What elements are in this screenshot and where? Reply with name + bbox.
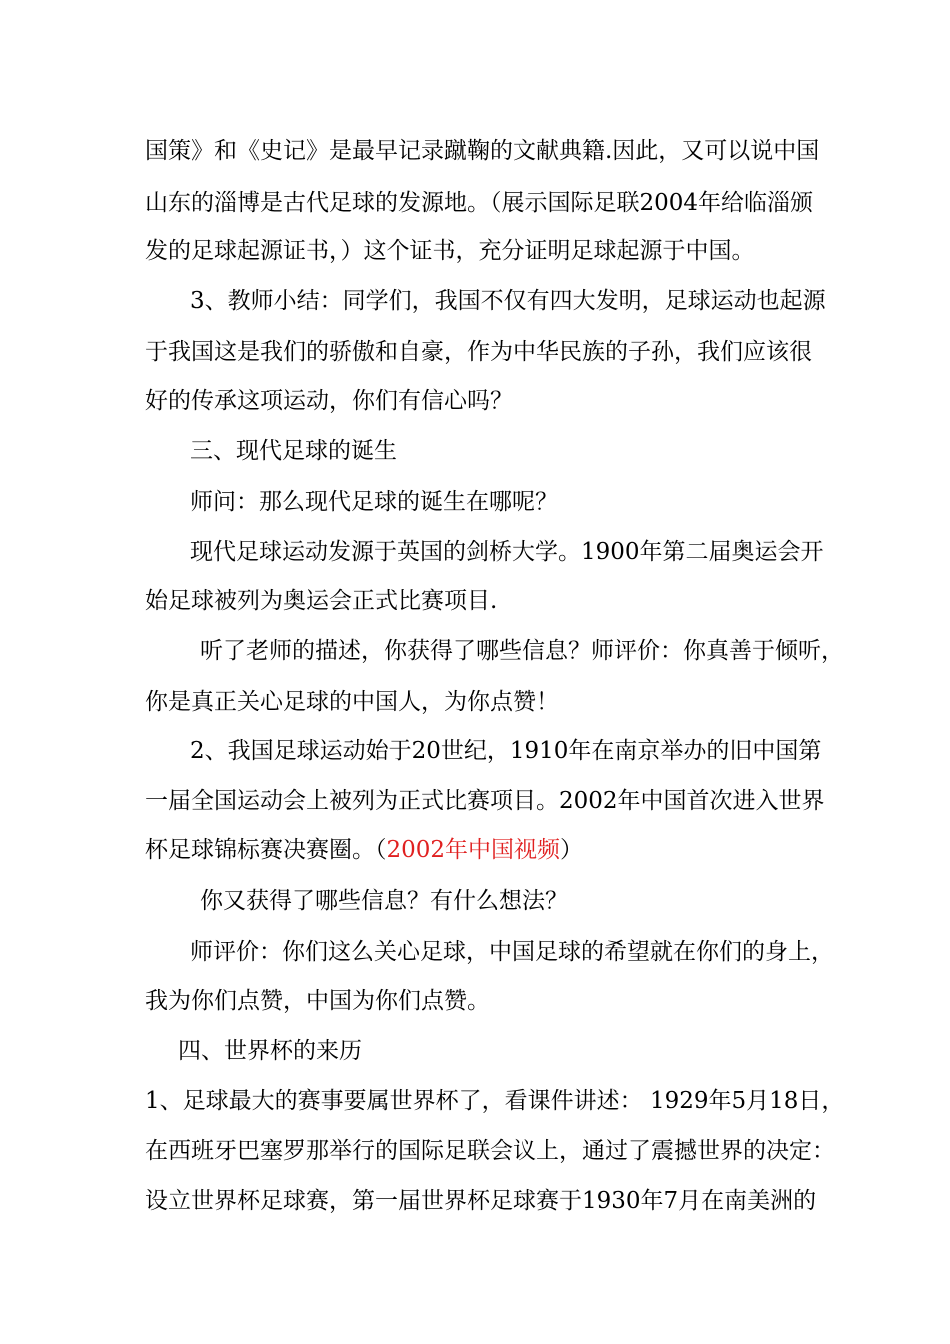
text-line: 发的足球起源证书，）这个证书，充分证明足球起源于中国。 <box>145 238 755 264</box>
text-segment: ） <box>560 837 584 863</box>
text-line: 国策》和《史记》是最早记录蹴鞠的文献典籍.因此，又可以说中国 <box>145 138 820 164</box>
text-line: 一届全国运动会上被列为正式比赛项目。2002年中国首次进入世界 <box>145 788 825 814</box>
text-line: 山东的淄博是古代足球的发源地。（展示国际足联2004年给临淄颁 <box>145 190 814 216</box>
text-line: 师评价：你们这么关心足球，中国足球的希望就在你们的身上， <box>190 939 834 965</box>
text-line: 听了老师的描述，你获得了哪些信息？师评价：你真善于倾听， <box>200 638 844 664</box>
text-line: 始足球被列为奥运会正式比赛项目. <box>145 588 498 614</box>
text-line: 于我国这是我们的骄傲和自豪，作为中华民族的子孙，我们应该很 <box>145 339 812 365</box>
text-line: 设立世界杯足球赛，第一届世界杯足球赛于1930年7月在南美洲的 <box>145 1188 817 1214</box>
text-line <box>145 833 815 867</box>
text-line: 我为你们点赞，中国为你们点赞。 <box>145 988 490 1014</box>
section-heading: 三、现代足球的诞生 <box>190 438 397 464</box>
text-line: 师问：那么现代足球的诞生在哪呢？ <box>190 489 558 515</box>
video-reference: 2002年中国视频 <box>386 837 561 863</box>
text-line: 你是真正关心足球的中国人，为你点赞！ <box>145 689 559 715</box>
text-line: 1、足球最大的赛事要属世界杯了，看课件讲述： 1929年5月18日， <box>145 1088 845 1114</box>
text-line: 现代足球运动发源于英国的剑桥大学。1900年第二届奥运会开 <box>190 539 824 565</box>
text-line: 在西班牙巴塞罗那举行的国际足联会议上，通过了震撼世界的决定： <box>145 1138 835 1164</box>
text-line: 你又获得了哪些信息？有什么想法？ <box>200 888 568 914</box>
text-line: 3、教师小结：同学们，我国不仅有四大发明，足球运动也起源 <box>190 288 826 314</box>
text-segment: 杯足球锦标赛决赛圈。（ <box>145 837 387 863</box>
section-heading: 四、世界杯的来历 <box>178 1038 362 1064</box>
text-line: 好的传承这项运动，你们有信心吗？ <box>145 388 513 414</box>
text-line: 2、我国足球运动始于20世纪，1910年在南京举办的旧中国第 <box>190 738 822 764</box>
